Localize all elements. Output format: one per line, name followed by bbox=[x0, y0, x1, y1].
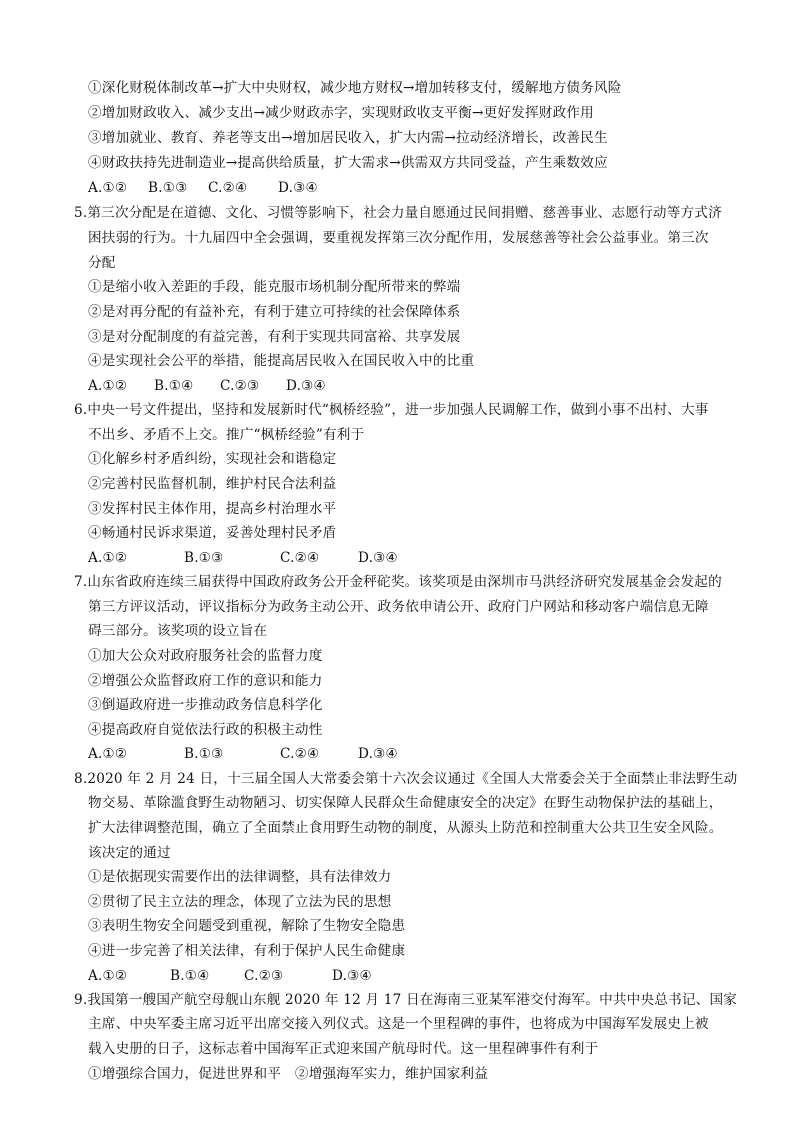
q5-stem-line-3: 分配 bbox=[88, 255, 116, 271]
q5-answer-c: C.②③ bbox=[220, 378, 260, 394]
q6-answers bbox=[88, 548, 398, 568]
q4-option-1: ①深化财税体制改革→扩大中央财权，减少地方财权→增加转移支付，缓解地方债务风险 bbox=[88, 80, 622, 96]
q4-option-4: ④财政扶持先进制造业→提高供给质量，扩大需求→供需双方共同受益，产生乘数效应 bbox=[88, 155, 608, 171]
q7-stem-line-1: 7.山东省政府连续三届获得中国政府政务公开金秤砣奖。该奖项是由深圳市马洪经济研究发展基金会发起的 bbox=[74, 574, 722, 590]
q5-stem-line-2: 困扶弱的行为。十九届四中全会强调，要重视发挥第三次分配作用，发展慈善等社会公益事业。第三次 bbox=[88, 230, 709, 246]
q5-answer-a: A.①② bbox=[88, 378, 128, 394]
q8-option-3: ③表明生物安全问题受到重视，解除了生物安全隐患 bbox=[88, 918, 406, 934]
q8-answer-d: D.③④ bbox=[332, 968, 372, 984]
q4-answers bbox=[88, 178, 318, 198]
q8-stem-line-3: 扩大法律调整范围，确立了全面禁止食用野生动物的制度，从源头上防范和控制重大公共卫生安全风险。 bbox=[88, 820, 723, 836]
q8-stem-line-1: 8.2020 年 2 月 24 日，十三届全国人大常委会第十六次会议通过《全国人大常委会关于全面禁止非法野生动 bbox=[74, 771, 738, 787]
q6-answer-a: A.①② bbox=[88, 550, 128, 566]
q7-option-4: ④提高政府自觉依法行政的积极主动性 bbox=[88, 722, 323, 738]
q5-option-1: ①是缩小收入差距的手段，能克服市场机制分配所带来的弊端 bbox=[88, 279, 461, 295]
q5-option-4: ④是实现社会公平的举措，能提高居民收入在国民收入中的比重 bbox=[88, 353, 475, 369]
q8-answer-b: B.①④ bbox=[170, 968, 210, 984]
q4-answer-d: D.③④ bbox=[278, 180, 318, 196]
q7-answer-a: A.①② bbox=[88, 746, 128, 762]
q9-stem-line-3: 载入史册的日子，这标志着中国海军正式迎来国产航母时代。这一里程碑事件有利于 bbox=[88, 1041, 599, 1057]
q8-option-4: ④进一步完善了相关法律，有利于保护人民生命健康 bbox=[88, 943, 406, 959]
q9-options-line: ①增强综合国力，促进世界和平 ②增强海军实力，维护国家利益 bbox=[88, 1066, 489, 1082]
q4-answer-b: B.①③ bbox=[148, 180, 188, 196]
q8-option-2: ②贯彻了民主立法的理念，体现了立法为民的思想 bbox=[88, 894, 392, 910]
q6-option-4: ④畅通村民诉求渠道，妥善处理村民矛盾 bbox=[88, 525, 337, 541]
q7-answer-c: C.②④ bbox=[280, 746, 320, 762]
q6-option-2: ②完善村民监督机制，维护村民合法利益 bbox=[88, 476, 337, 492]
q6-answer-c: C.②④ bbox=[280, 550, 320, 566]
q8-answer-c: C.②③ bbox=[244, 968, 284, 984]
q4-answer-c: C.②④ bbox=[208, 180, 248, 196]
q5-stem-line-1: 5.第三次分配是在道德、文化、习惯等影响下，社会力量自愿通过民间捐赠、慈善事业、志愿行动等方式济 bbox=[74, 205, 722, 221]
q4-answer-a: A.①② bbox=[88, 180, 128, 196]
q6-option-3: ③发挥村民主体作用，提高乡村治理水平 bbox=[88, 501, 337, 517]
q9-stem-line-2: 主席、中央军委主席习近平出席交接入列仪式。这是一个里程碑的事件，也将成为中国海军发展史上被 bbox=[88, 1016, 709, 1032]
q5-answer-b: B.①④ bbox=[154, 378, 194, 394]
q8-answers bbox=[88, 966, 372, 986]
q7-answers bbox=[88, 744, 398, 764]
q4-option-2: ②增加财政收入、减少支出→减少财政赤字，实现财政收支平衡→更好发挥财政作用 bbox=[88, 105, 594, 121]
q9-stem-line-1: 9.我国第一艘国产航空母舰山东舰 2020 年 12 月 17 日在海南三亚某军港交付海军。中共中央总书记、国家 bbox=[74, 992, 738, 1008]
q7-answer-d: D.③④ bbox=[358, 746, 398, 762]
q8-answer-a: A.①② bbox=[88, 968, 128, 984]
q5-option-3: ③是对分配制度的有益完善，有利于实现共同富裕、共享发展 bbox=[88, 329, 461, 345]
q6-stem-line-2: 不出乡、矛盾不上交。推广“枫桥经验”有利于 bbox=[88, 427, 365, 443]
q7-option-1: ①加大公众对政府服务社会的监督力度 bbox=[88, 648, 323, 664]
q5-answer-d: D.③④ bbox=[286, 378, 326, 394]
q6-stem-line-1: 6.中央一号文件提出，坚持和发展新时代“枫桥经验”，进一步加强人民调解工作，做到小事不出村、大事 bbox=[74, 402, 709, 418]
q7-stem-line-3: 碍三部分。该奖项的设立旨在 bbox=[88, 623, 268, 639]
q5-answers bbox=[88, 376, 326, 396]
q6-option-1: ①化解乡村矛盾纠纷，实现社会和谐稳定 bbox=[88, 451, 337, 467]
q7-answer-b: B.①③ bbox=[184, 746, 224, 762]
q5-option-2: ②是对再分配的有益补充，有利于建立可持续的社会保障体系 bbox=[88, 304, 461, 320]
q6-answer-d: D.③④ bbox=[358, 550, 398, 566]
q8-stem-line-4: 该决定的通过 bbox=[88, 845, 171, 861]
q7-stem-line-2: 第三方评议活动，评议指标分为政务主动公开、政务依申请公开、政府门户网站和移动客户端信息无障 bbox=[88, 599, 709, 615]
q7-option-2: ②增强公众监督政府工作的意识和能力 bbox=[88, 673, 323, 689]
q4-option-3: ③增加就业、教育、养老等支出→增加居民收入，扩大内需→拉动经济增长，改善民生 bbox=[88, 130, 608, 146]
q8-option-1: ①是依据现实需要作出的法律调整，具有法律效力 bbox=[88, 869, 392, 885]
q6-answer-b: B.①③ bbox=[184, 550, 224, 566]
q7-option-3: ③倒逼政府进一步推动政务信息科学化 bbox=[88, 697, 323, 713]
q8-stem-line-2: 物交易、革除滥食野生动物陋习、切实保障人民群众生命健康安全的决定》在野生动物保护法的基础上， bbox=[88, 795, 723, 811]
